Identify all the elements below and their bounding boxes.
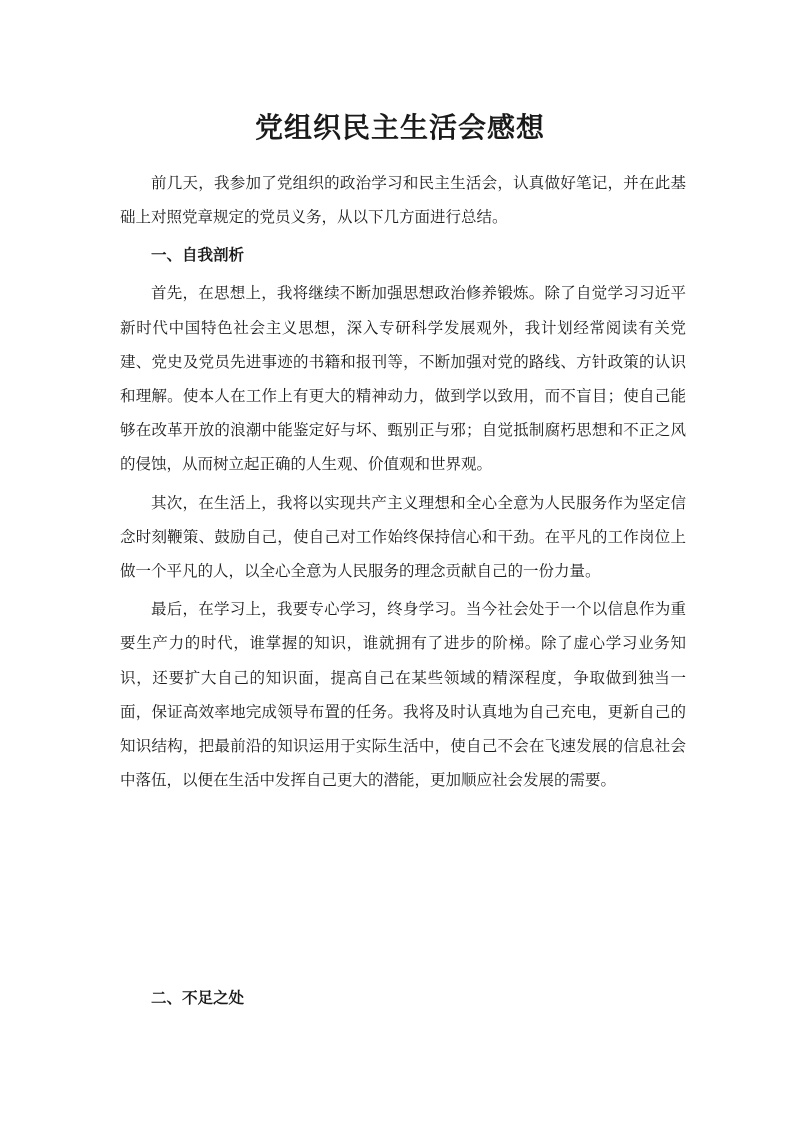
section-heading-self-analysis: 一、自我剖析 — [151, 246, 245, 265]
document-body — [120, 166, 686, 801]
paragraph-study: 最后，在学习上，我要专心学习，终身学习。当今社会处于一个以信息作为重要生产力的时代，谁掌握的知识，谁就拥有了进步的阶梯。除了虚心学习业务知识，还要扩大自己的知识面，提高自己在某些领域的精深程度，争取做到独当一面，保证高效率地完成领导布置的任务。我将及时认真地为自己充电，更新自己的知识结构，把最前沿的知识运用于实际生活中，使自己不会在飞速发展的信息社会中落伍，以便在生活中发挥自己更大的潜能，更加顺应社会发展的需要。 — [120, 600, 686, 790]
section-heading-shortcomings: 二、不足之处 — [151, 989, 245, 1007]
intro-paragraph: 前几天，我参加了党组织的政治学习和民主生活会，认真做好笔记，并在此基础上对照党章规定的党员义务，从以下几方面进行总结。 — [120, 174, 686, 227]
paragraph-ideology: 首先，在思想上，我将继续不断加强思想政治修养锻炼。除了自觉学习习近平新时代中国特色社会主义思想，深入专研科学发展观外，我计划经常阅读有关党建、党史及党员先进事迹的书籍和报刊等，不断加强对党的路线、方针政策的认识和理解。使本人在工作上有更大的精神动力，做到学以致用，而不盲目；使自己能够在改革开放的浪潮中能鉴定好与坏、甄别正与邪；自觉抵制腐朽思想和不正之风的侵蚀，从而树立起正确的人生观、价值观和世界观。 — [120, 284, 686, 474]
document-title: 党组织民主生活会感想 — [254, 111, 545, 144]
paragraph-life: 其次，在生活上，我将以实现共产主义理想和全心全意为人民服务作为坚定信念时刻鞭策、鼓励自己，使自己对工作始终保持信心和干劲。在平凡的工作岗位上做一个平凡的人，以全心全意为人民服务的理念贡献自己的一份力量。 — [120, 493, 686, 581]
